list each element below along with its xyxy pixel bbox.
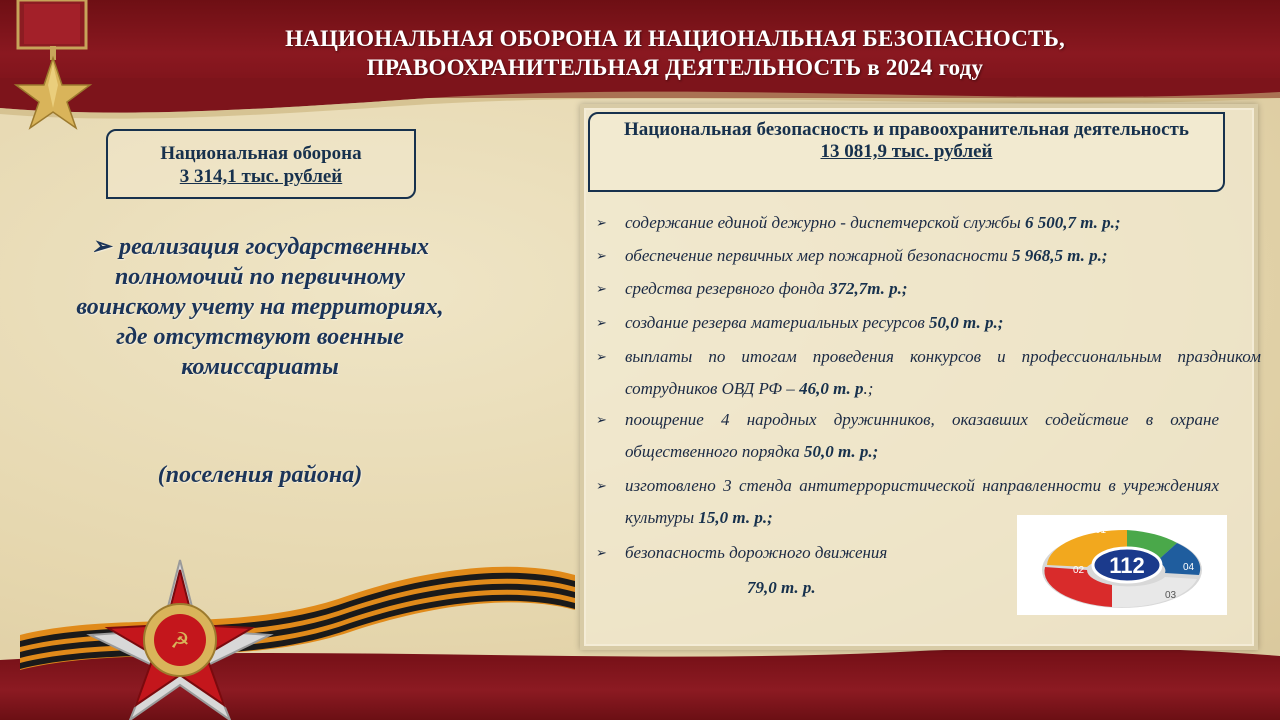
emergency-112-emblem	[1017, 515, 1227, 615]
arrow-bullet-icon: ➢	[596, 248, 607, 263]
item-text: изготовлено 3 стенда антитеррористической направленности в учреждениях культуры	[625, 476, 1219, 527]
arrow-bullet-icon: ➢	[596, 349, 607, 364]
security-header-amount: 13 081,9 тыс. рублей	[820, 141, 993, 162]
emblem-label-04: 04	[1183, 562, 1195, 573]
national-defense-title: Национальная оборона	[160, 143, 362, 164]
emblem-label-03: 03	[1165, 590, 1177, 601]
arrow-bullet-icon: ➢	[596, 315, 607, 330]
description-rest: государственных полномочий по первичному воинскому учету на территориях, где отсутствуют военные комиссариаты	[76, 234, 444, 380]
item-text: обеспечение первичных мер пожарной безопасности	[625, 246, 1012, 265]
national-defense-box	[106, 129, 416, 199]
description-first-word: реализация	[119, 234, 240, 260]
item-value: 79,0 т. р.	[747, 578, 816, 597]
item-suffix: .;	[863, 379, 874, 398]
arrow-bullet-icon: ➢	[596, 412, 607, 427]
st-george-ribbon	[20, 567, 575, 670]
item-value: 6 500,7 т. р.;	[1024, 213, 1121, 232]
arrow-bullet-icon: ➢	[596, 478, 607, 493]
item-text: содержание единой дежурно - диспетчерской службы	[625, 213, 1025, 232]
arrow-bullet-icon: ➢	[596, 281, 607, 296]
security-header-box	[588, 112, 1225, 192]
arrow-bullet-icon: ➢	[596, 215, 607, 230]
national-defense-amount: 3 314,1 тыс. рублей	[179, 166, 343, 187]
page-title	[175, 24, 1175, 82]
security-header-title: Национальная безопасность и правоохранительная деятельность	[624, 119, 1189, 140]
item-text: создание резерва материальных ресурсов	[625, 313, 930, 332]
gold-star-medal-icon	[10, 0, 100, 130]
title-line-1: НАЦИОНАЛЬНАЯ ОБОРОНА И НАЦИОНАЛЬНАЯ БЕЗОПАСНОСТЬ,	[285, 26, 1065, 51]
item-text: средства резервного фонда	[625, 279, 829, 298]
arrow-bullet-icon: ➢	[596, 545, 607, 560]
national-defense-description	[60, 232, 460, 382]
item-value: 50,0 т. р.;	[929, 313, 1004, 332]
title-line-2: ПРАВООХРАНИТЕЛЬНАЯ ДЕЯТЕЛЬНОСТЬ в 2024 году	[366, 55, 984, 80]
item-value: 50,0 т. р.;	[803, 442, 879, 461]
emblem-label-01: 01	[1095, 525, 1107, 536]
arrow-bullet-icon: ➢	[90, 234, 112, 260]
item-value: 5 968,5 т. р.;	[1012, 246, 1108, 265]
item-text: безопасность дорожного движения	[625, 543, 888, 562]
emergency-112-icon	[1017, 515, 1227, 615]
patriotic-war-order-icon	[20, 540, 580, 720]
emblem-number: 112	[1109, 553, 1145, 578]
item-value: 372,7т. р.;	[828, 279, 908, 298]
settlements-note: (поселения района)	[157, 462, 363, 488]
item-value: 15,0 т. р.;	[698, 508, 773, 527]
item-value: 46,0 т. р	[799, 379, 864, 398]
item-text: выплаты по итогам проведения конкурсов и профессиональным праздником сотрудников ОВД РФ –	[625, 347, 1261, 398]
svg-text:☭: ☭	[170, 629, 190, 654]
item-text: поощрение 4 народных дружинников, оказавших содействие в охране общественного порядка	[625, 410, 1219, 461]
emblem-label-02: 02	[1073, 565, 1085, 576]
